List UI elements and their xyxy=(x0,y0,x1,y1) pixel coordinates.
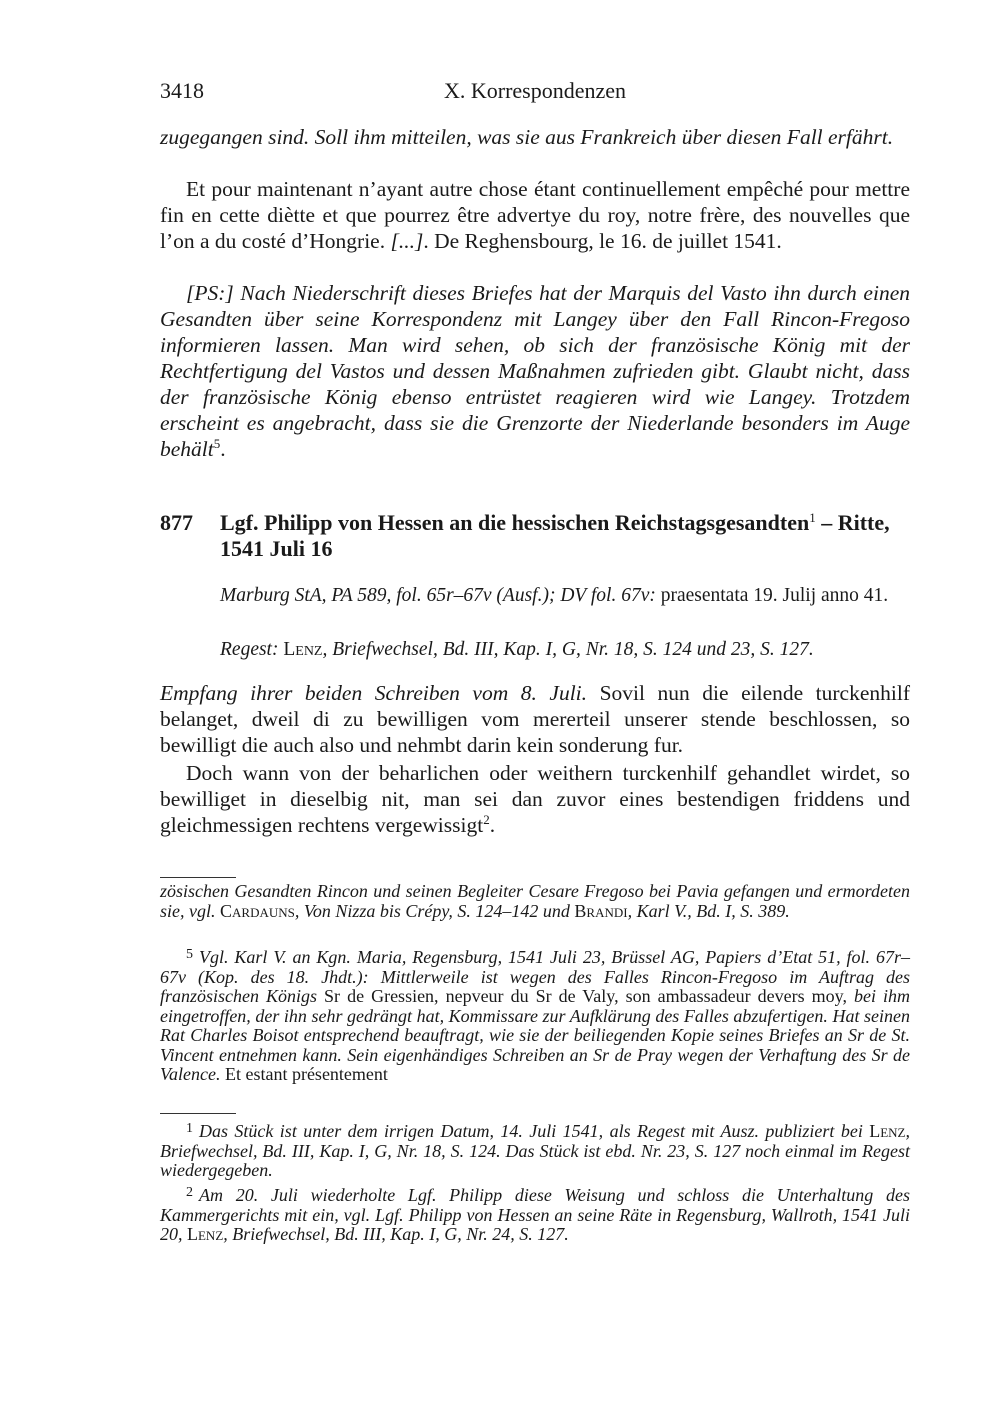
paragraph-continuation xyxy=(160,124,910,150)
fn2-author: Lenz xyxy=(187,1224,224,1244)
body-summary: Empfang ihrer beiden Schreiben vom 8. Juli. xyxy=(160,681,588,705)
footnote-mark-2: 2 xyxy=(186,1185,193,1200)
footnote-mark-1: 1 xyxy=(186,1121,193,1136)
footnote-mark-5: 5 xyxy=(186,947,193,962)
fn5-text-b: bei ihm eingetroffen, der ihn sehr gedrängt hat, Kommissare zur Aufklärung des Falles abzufertigen. Hat seinen Rat Charles Boisot entsprechend beauftragt, wie sie der beiliegenden Kopie seines Briefes an Sr de St. Vincent entnehmen kann. Sein eigenhändiges Schreiben an Sr de Pray wegen der Verhaftung des Sr de Valence. xyxy=(160,986,910,1084)
paragraph-french-letter xyxy=(160,176,910,254)
fn1-text-a: Das Stück ist unter dem irrigen Datum, 14. Juli 1541, als Regest mit Ausz. publiziert bei xyxy=(199,1121,870,1141)
footnote-ref-5[interactable]: 5 xyxy=(213,436,221,451)
fn1-author: Lenz xyxy=(869,1121,906,1141)
fn2-text-b: , Briefwechsel, Bd. III, Kap. I, G, Nr. 24, S. 127. xyxy=(223,1224,569,1244)
footnote-divider-bottom xyxy=(160,1113,236,1114)
regest-citation: , Briefwechsel, Bd. III, Kap. I, G, Nr. 18, S. 124 und 23, S. 127. xyxy=(322,639,814,660)
page-number: 3418 xyxy=(160,78,204,103)
footnote-continuation xyxy=(160,882,910,921)
footnote-divider-top xyxy=(160,877,236,878)
footnote-2 xyxy=(160,1186,910,1245)
letter-date: . De Reghensbourg, le 16. de juillet 1541. xyxy=(423,229,782,253)
fn5-text-a: Vgl. Karl V. an Kgn. Maria, Regensburg, 1541 Juli 23, Brüssel AG, Papiers d’Etat 51, fol. 67r–67v (Kop. des 18. Jhdt.): Mittlerweile ist wegen des Falles Rincon-Fregoso im Auftrag des französischen Königs xyxy=(160,947,910,1006)
period: . xyxy=(220,437,226,461)
postscript-text: [PS:] Nach Niederschrift dieses Briefes hat der Marquis del Vasto ihn durch einen Gesandten über seine Korrespondenz mit Langey über den Fall Rincon-Fregoso informieren lassen. Man wird sehen, ob sich der französische König mit der Rechtfertigung del Vastos und dessen Maßnahmen zufrieden gibt. Glaubt nicht, dass der französische König ebenso entrüstet reagieren wird wie Langey. Trotzdem erscheint es angebracht, dass sie die Grenzorte der Niederlande besonders im Auge behält xyxy=(160,281,910,461)
body-text-1: Sovil nun die eilende turckenhilf belanget, dweil di zu bewilligen vom mererteil unserer stende beschlossen, so bewilligt die auch also und nehmbt darin kein sonderung fur. xyxy=(160,681,911,757)
entry-title-main: Lgf. Philipp von Hessen an die hessischen Reichstagsgesandten xyxy=(220,510,810,535)
entry-heading xyxy=(160,510,910,562)
source-note xyxy=(220,584,910,608)
entry-title-date: – Ritte, 1541 Juli 16 xyxy=(220,510,890,561)
fn-cont-ref: , Karl V., Bd. I, S. 389. xyxy=(627,900,790,921)
continuation-text: zugegangen sind. Soll ihm mitteilen, was sie aus Frankreich über diesen Fall erfährt. xyxy=(160,125,894,149)
fn5-quote-a: Sr de Gressien, nepveur du Sr de Valy, son ambassadeur devers moy, xyxy=(317,986,854,1006)
source-presentata: praesentata 19. Julij anno 41. xyxy=(655,585,889,606)
footnote-ref-1[interactable]: 1 xyxy=(809,510,816,525)
period: . xyxy=(489,813,496,837)
footnote-1 xyxy=(160,1122,910,1181)
entry-title xyxy=(220,510,910,562)
french-text: Et pour maintenant n’ayant autre chose étant continuellement empêché pour mettre fin en cette diètte et que pourrez être advertye du roy, notre frère, des nouvelles que l’on a du costé d’Hongrie. xyxy=(160,177,910,253)
fn-cont-text: zösischen Gesandten Rincon und seinen Begleiter Cesare Fregoso bei Pavia gefangen und ermordeten sie, vgl. xyxy=(160,881,910,921)
regest-note xyxy=(220,638,910,662)
fn-author-cardauns: Cardauns xyxy=(220,900,295,921)
body-text-2: Doch wann von der beharlichen oder weithern turckenhilf gehandlet wirdet, so bewilliget in dieselbig nit, man sei dan zuvor eines bestendigen friddens und gleichmessigen rechtens vergewissigt xyxy=(160,761,910,837)
source-archive: Marburg StA, PA 589, fol. 65r–67v (Ausf.); DV fol. 67v: xyxy=(220,585,656,606)
regest-label: Regest: xyxy=(220,639,279,660)
footnote-ref-2[interactable]: 2 xyxy=(483,812,490,827)
fn-cont-title: , Von Nizza bis Crépy, S. 124–142 und xyxy=(294,900,575,921)
fn1-text-b: , Briefwechsel, Bd. III, Kap. I, G, Nr. 18, S. 124. Das Stück ist ebd. Nr. 23, S. 127 noch einmal im Regest wiedergegeben. xyxy=(160,1121,910,1180)
page-header xyxy=(160,78,910,108)
regest-author: Lenz xyxy=(283,639,323,660)
body-paragraph-2 xyxy=(160,760,910,838)
fn-author-brandi: Brandi xyxy=(574,900,628,921)
footnote-5 xyxy=(160,948,910,1085)
fn2-text-a: Am 20. Juli wiederholte Lgf. Philipp diese Weisung und schloss die Unterhaltung des Kammergerichts mit ein, vgl. Lgf. Philipp von Hessen an seine Räte in Regensburg, Wallroth, 1541 Juli 20, xyxy=(160,1185,910,1244)
fn5-quote-b: Et estant présentement xyxy=(220,1064,388,1084)
body-paragraph-1 xyxy=(160,680,910,758)
entry-number: 877 xyxy=(160,510,193,535)
running-title: X. Korrespondenzen xyxy=(443,78,627,103)
paragraph-postscript xyxy=(160,280,910,462)
omission-mark: [...] xyxy=(390,229,424,253)
